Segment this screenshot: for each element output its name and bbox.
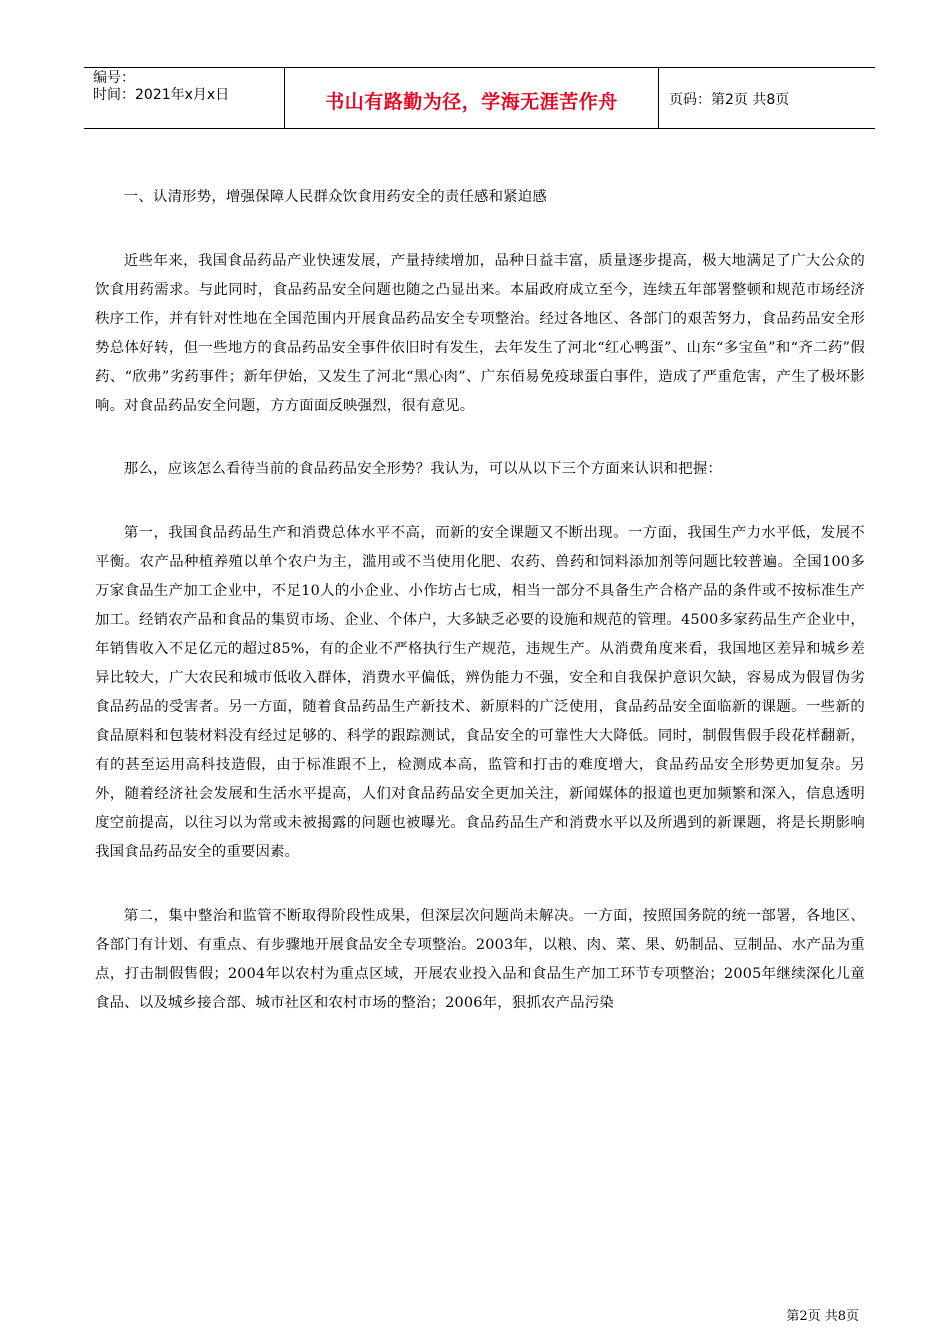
page-footer: 第2页 共8页: [786, 1309, 859, 1324]
paragraph-2: 那么，应该怎么看待当前的食品药品安全形势？我认为，可以从以下三个方面来认识和把握：: [123, 461, 723, 477]
section-heading: 一、认清形势，增强保障人民群众饮食用药安全的责任感和紧迫感: [123, 189, 547, 205]
paragraph-1: 近些年来，我国食品药品产业快速发展，产量持续增加，品种日益丰富，质量逐步提高，极大地满足了广大公众的饮食用药需求。与此同时，食品药品安全问题也随之凸显出来。本届政府成立至今，连续五年部署整顿和规范市场经济秩序工作，并有针对性地在全国范围内开展食品药品安全专项整治。经过各地区、各部门的艰苦努力，食品药品安全形势总体好转，但一些地方的食品药品安全事件依旧时有发生，去年发生了河北“红心鸭蛋”、山东“多宝鱼”和“齐二药”假药、“欣弗”劣药事件；新年伊始，又发生了河北“黑心肉”、广东佰易免疫球蛋白事件，造成了严重危害，产生了极坏影响。对食品药品安全问题，方方面面反映强烈，很有意见。: [95, 253, 865, 414]
paragraph-3: 第一，我国食品药品生产和消费总体水平不高，而新的安全课题又不断出现。一方面，我国生产力水平低，发展不平衡。农产品种植养殖以单个农户为主，滥用或不当使用化肥、农药、兽药和饲料添加剂等问题比较普遍。全国100多万家食品生产加工企业中，不足10人的小企业、小作坊占七成，相当一部分不具备生产合格产品的条件或不按标准生产加工。经销农产品和食品的集贸市场、企业、个体户，大多缺乏必要的设施和规范的管理。4500多家药品生产企业中，年销售收入不足亿元的超过85%，有的企业不严格执行生产规范，违规生产。从消费角度来看，我国地区差异和城乡差异比较大，广大农民和城市低收入群体，消费水平偏低，辨伪能力不强，安全和自我保护意识欠缺，容易成为假冒伪劣食品药品的受害者。另一方面，随着食品药品生产新技术、新原料的广泛使用，食品药品安全面临新的课题。一些新的食品原料和包装材料没有经过足够的、科学的跟踪测试，食品安全的可靠性大大降低。同时，制假售假手段花样翻新，有的甚至运用高科技造假，由于标准跟不上，检测成本高，监管和打击的难度增大，食品药品安全形势更加复杂。另外，随着经济社会发展和生活水平提高，人们对食品药品安全更加关注，新闻媒体的报道也更加频繁和深入，信息透明度空前提高，以往习以为常或未被揭露的问题也被曝光。食品药品生产和消费水平以及所遇到的新课题，将是长期影响我国食品药品安全的重要因素。: [95, 525, 865, 860]
page-header: [84, 67, 875, 129]
document-time-label: 时间：2021年x月x日: [93, 87, 230, 103]
header-meta-cell: [84, 68, 285, 128]
header-page-info: 页码：第2页 共8页: [669, 92, 790, 108]
header-motto: 书山有路勤为径，学海无涯苦作舟: [285, 68, 659, 128]
document-number-label: 编号：: [93, 70, 135, 86]
paragraph-4: 第二，集中整治和监管不断取得阶段性成果，但深层次问题尚未解决。一方面，按照国务院的统一部署，各地区、各部门有计划、有重点、有步骤地开展食品安全专项整治。2003年，以粮、肉、菜、果、奶制品、豆制品、水产品为重点，打击制假售假；2004年以农村为重点区域，开展农业投入品和食品生产加工环节专项整治；2005年继续深化儿童食品、以及城乡接合部、城市社区和农村市场的整治；2006年，狠抓农产品污染: [95, 908, 865, 1011]
document-body: [95, 183, 865, 1018]
